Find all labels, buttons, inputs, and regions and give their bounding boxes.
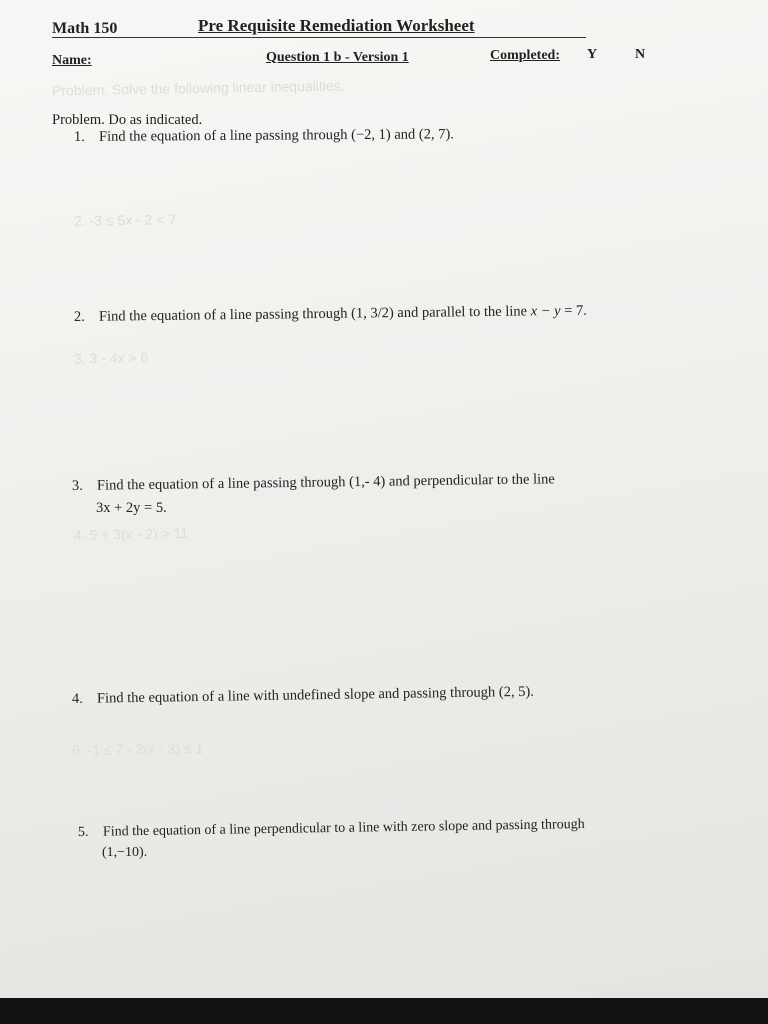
question-text-end: = 7. — [560, 302, 587, 320]
name-label: Name: — [52, 53, 92, 68]
table-surface — [0, 998, 768, 1024]
question-3 — [72, 471, 555, 495]
instructions: Problem. Do as indicated. — [52, 112, 203, 128]
question-5 — [78, 817, 585, 841]
header-rule — [52, 37, 586, 38]
question-2 — [74, 303, 587, 326]
question-text: Find the equation of a line perpendicular to a line with zero slope and passing through — [102, 817, 585, 840]
question-number: 4. — [71, 690, 83, 707]
bleed-through-text-q2: 2. -3 ≤ 5x - 2 < 7 — [73, 211, 177, 229]
completed-no-option[interactable]: N — [635, 47, 646, 62]
question-5-line-2: (1,−10). — [102, 845, 148, 860]
question-number: 3. — [71, 477, 83, 494]
question-math: x − y — [530, 303, 561, 320]
bleed-through-text-q3: 3. 3 - 4x > 6 — [73, 349, 149, 367]
question-4 — [72, 684, 534, 708]
bleed-through-text-q4: 4. 5 + 3(x - 2) > 11 — [73, 525, 189, 543]
course-label: Math 150 — [52, 20, 118, 37]
bleed-through-text-top: Problem. Solve the following linear inequalities. — [51, 77, 345, 99]
question-text: Find the equation of a line passing through (1,- 4) and perpendicular to the line — [96, 471, 555, 494]
question-text: Find the equation of a line with undefined slope and passing through (2, 5). — [96, 683, 534, 707]
question-number: 2. — [73, 308, 85, 325]
question-text: Find the equation of a line passing through (−2, 1) and (2, 7). — [98, 126, 454, 145]
question-3-line-2: 3x + 2y = 5. — [96, 500, 167, 516]
question-text: Find the equation of a line passing through (1, 3/2) and parallel to the line — [98, 303, 531, 325]
question-number: 1. — [73, 128, 85, 145]
worksheet-title: Pre Requisite Remediation Worksheet — [198, 16, 475, 35]
completed-yes-option[interactable]: Y — [587, 47, 598, 62]
completed-label: Completed: — [490, 48, 560, 63]
question-number: 5. — [77, 824, 89, 840]
version-label: Question 1 b - Version 1 — [266, 50, 409, 65]
question-1 — [74, 126, 454, 146]
bleed-through-text-q5: 6. -1 ≤ 7 - 2(x - 3) ≤ 1 — [71, 739, 204, 759]
